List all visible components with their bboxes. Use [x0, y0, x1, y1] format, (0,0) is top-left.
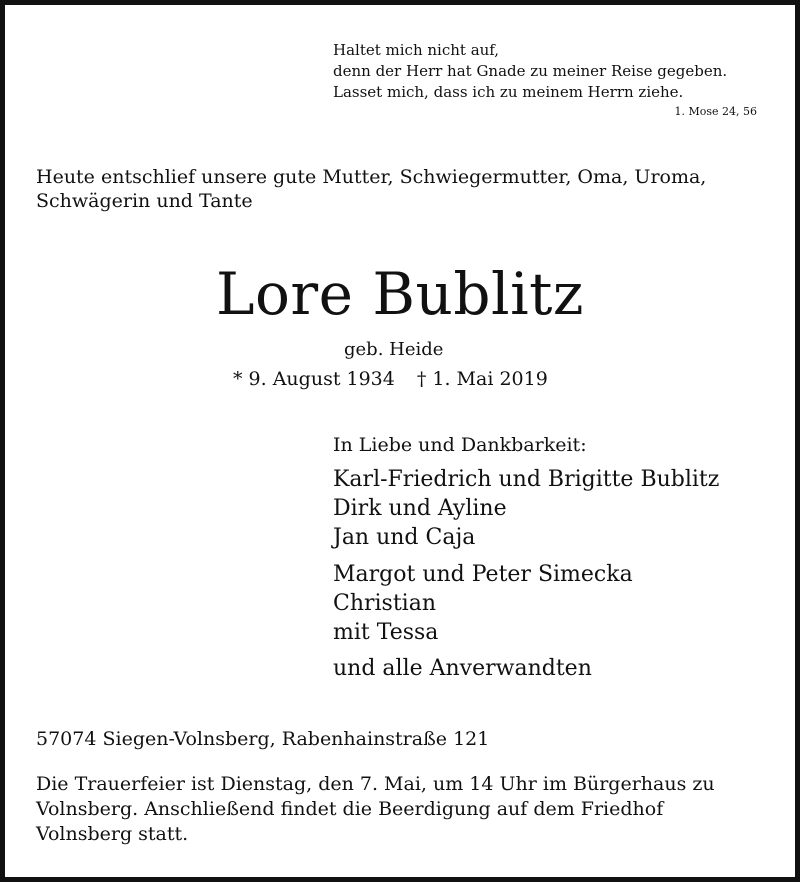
mourner-group-2: [333, 560, 633, 647]
birth-date: * 9. August 1934: [233, 368, 395, 390]
mourners-heading: In Liebe und Dankbarkeit:: [333, 434, 587, 456]
verse-line: Lasset mich, dass ich zu meinem Herrn ziehe.: [333, 83, 684, 101]
death-date: † 1. Mai 2019: [416, 368, 548, 390]
bible-verse: [333, 40, 727, 103]
verse-line: denn der Herr hat Gnade zu meiner Reise gegeben.: [333, 62, 728, 80]
mourner-line: mit Tessa: [333, 620, 439, 645]
service-line: Die Trauerfeier ist Dienstag, den 7. Mai, um 14 Uhr im Bürgerhaus zu: [36, 773, 715, 795]
family-address: 57074 Siegen-Volnsberg, Rabenhainstraße 121: [36, 728, 490, 750]
mourner-group-1: [333, 465, 719, 552]
funeral-service-info: [36, 772, 715, 847]
intro-line: Schwägerin und Tante: [36, 190, 253, 212]
life-dates: [233, 366, 548, 392]
mourner-line: Christian: [333, 591, 437, 616]
mourner-line: Dirk und Ayline: [333, 496, 507, 521]
verse-source: 1. Mose 24, 56: [674, 105, 757, 118]
service-line: Volnsberg statt.: [36, 823, 189, 845]
deceased-name: Lore Bublitz: [216, 260, 584, 328]
mourner-line: Karl-Friedrich und Brigitte Bublitz: [333, 467, 720, 492]
mourner-line: Margot und Peter Simecka: [333, 562, 633, 587]
intro-line: Heute entschlief unsere gute Mutter, Schwiegermutter, Oma, Uroma,: [36, 166, 707, 188]
service-line: Volnsberg. Anschließend findet die Beerdigung auf dem Friedhof: [36, 798, 664, 820]
intro-text: [36, 165, 706, 213]
mourner-line: und alle Anverwandten: [333, 656, 592, 681]
mourner-line: Jan und Caja: [333, 525, 476, 550]
verse-line: Haltet mich nicht auf,: [333, 41, 500, 59]
maiden-name: geb. Heide: [344, 339, 444, 360]
mourners-closing: [333, 654, 592, 683]
